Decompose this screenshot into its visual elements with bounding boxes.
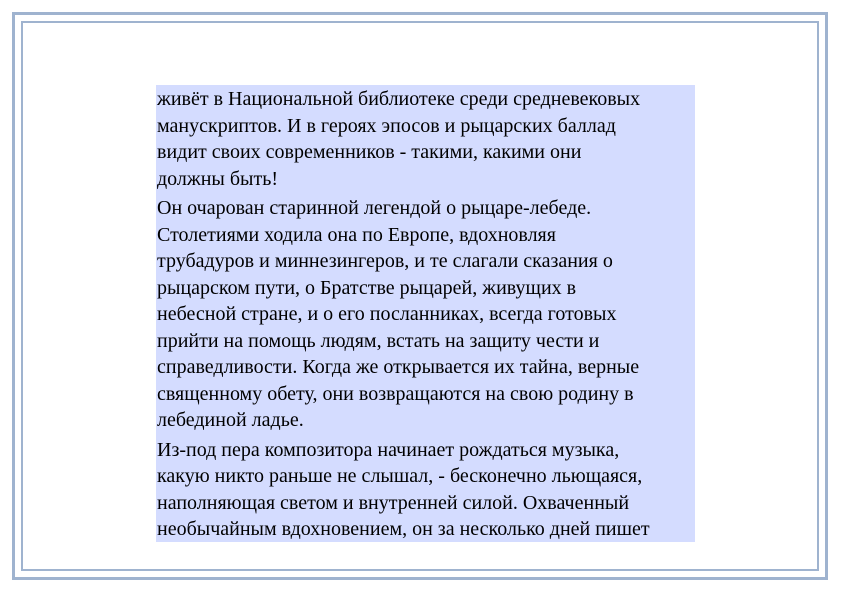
text-line: необычайным вдохновением, он за несколько дней пишет (157, 518, 650, 540)
text-line: трубадуров и миннезингеров, и те слагали сказания о (157, 250, 613, 272)
text-line: Столетиями ходила она по Европе, вдохновляя (157, 223, 556, 246)
text-line: должны быть! (157, 167, 278, 190)
text-line: священному обету, они возвращаются на свою родину в (157, 382, 634, 405)
text-line: живёт в Национальной библиотеке среди средневековых (157, 88, 641, 110)
text-line: видит своих современников - такими, какими они (157, 141, 582, 163)
text-line: прийти на помощь людям, встать на защиту чести и (157, 329, 600, 352)
text-line: рыцарском пути, о Братстве рыцарей, живущих в (157, 276, 577, 299)
text-line: Он очарован старинной легендой о рыцаре-лебеде. (157, 197, 592, 219)
paragraph-1 (157, 86, 695, 192)
text-line: какую никто раньше не слышал, - бесконечно льющаяся, (157, 465, 643, 487)
paragraph-2 (157, 195, 695, 434)
text-line: небесной стране, и о его посланниках, всегда готовых (157, 303, 617, 325)
paragraph-3 (157, 437, 695, 543)
text-line: Из-под пера композитора начинает рождаться музыка, (157, 438, 620, 461)
text-line: лебединой ладье. (157, 409, 304, 431)
text-line: манускриптов. И в героях эпосов и рыцарских баллад (157, 114, 616, 137)
text-line: справедливости. Когда же открывается их тайна, верные (157, 356, 640, 378)
text-block (156, 85, 695, 542)
text-line: наполняющая светом и внутренней силой. Охваченный (157, 491, 630, 514)
